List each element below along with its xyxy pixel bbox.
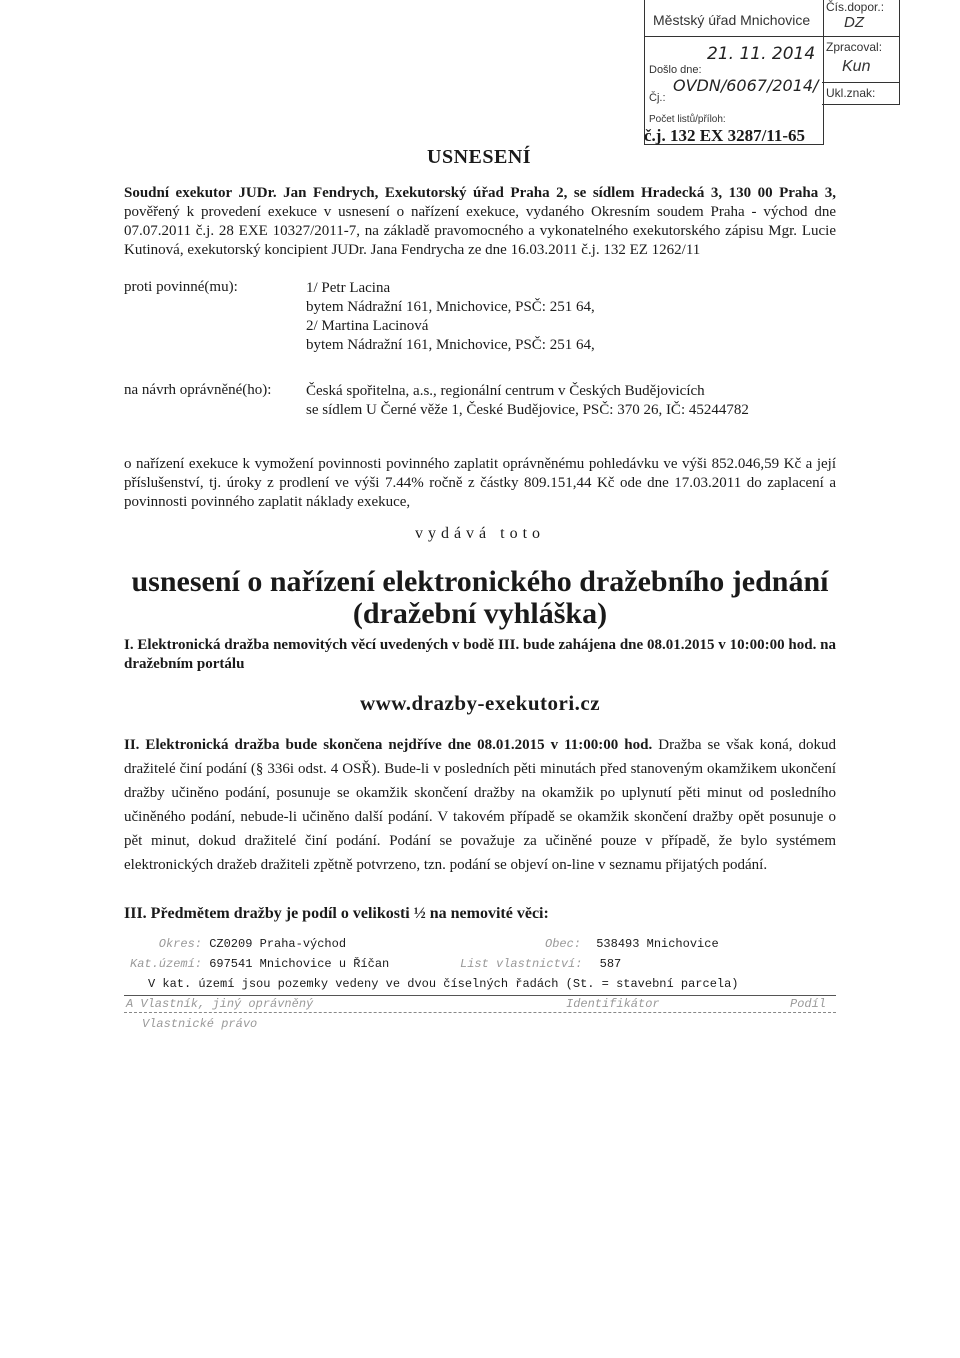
okres-value: CZ0209 Praha-východ — [209, 937, 347, 951]
povinny-line: 1/ Petr Lacina — [306, 280, 391, 296]
col-owner: A Vlastník, jiný oprávněný — [126, 997, 314, 1011]
extract-note: V kat. území jsou pozemky vedeny ve dvou číselných řadách (St. = stavební parcela) — [148, 977, 739, 991]
opravneny-line: Česká spořitelna, a.s., regionální centrum v Českých Budějovicích — [306, 383, 705, 399]
section-3: III. Předmětem dražby je podíl o velikosti ½ na nemovité věci: — [124, 905, 549, 922]
povinny-line: bytem Nádražní 161, Mnichovice, PSČ: 251 64, — [306, 299, 595, 315]
opravneny-list — [306, 382, 749, 420]
document-title: USNESENÍ — [427, 146, 532, 168]
stamp-cj-label: Čj.: — [649, 92, 666, 104]
katuzemi-value: 697541 Mnichovice u Říčan — [209, 957, 390, 971]
lv-label: List vlastnictví: — [460, 957, 583, 971]
povinni-list — [306, 279, 595, 355]
portal-url: www.drazby-exekutori.cz — [359, 691, 601, 715]
section-2-rest: Dražba se však koná, dokud dražitelé činí podání (§ 336i odst. 4 OSŘ). Bude-li v posledních pěti minutách před stanoveným okamžikem ukončení dražby učiněno podání, posunuje se okamžik skončení dražby na okamžik po uplynutí pěti minut od posledního učiněného podání, nebude-li učiněno další podání. V takovém případě se okamžik skončení dražby opět posunuje o pět minut, dokud dražitelé činí podání. Podání se považuje za učiněné pouze v případě, že bylo systémem elektronických dražeb dražiteli zpětně potvrzeno, tzn. podání se objeví on-line v seznamu přijatých podání. — [124, 737, 836, 873]
stamp-cis-value: DZ — [844, 14, 864, 31]
col-subheading: Vlastnické právo — [142, 1017, 258, 1031]
obec-value: 538493 Mnichovice — [596, 937, 719, 951]
case-number: č.j. 132 EX 3287/11-65 — [644, 126, 806, 145]
extract-katuzemi — [130, 957, 389, 971]
stamp-doslo-value: 21. 11. 2014 — [707, 44, 816, 64]
stamp-ukl-label: Ukl.znak: — [826, 86, 876, 100]
opravneny-line: se sídlem U Černé věže 1, České Budějovice, PSČ: 370 26, IČ: 45244782 — [306, 402, 749, 418]
col-identifier: Identifikátor — [566, 997, 660, 1011]
povinny-line: 2/ Martina Lacinová — [306, 318, 429, 334]
stamp-cis-label: Čís.dopor.: — [826, 0, 885, 14]
main-title — [0, 566, 960, 630]
extract-dashed-rule — [124, 1012, 836, 1013]
stamp-cj-value: OVDN/6067/2014/ — [673, 76, 819, 95]
stamp-pocet-label: Počet listů/příloh: — [649, 114, 726, 125]
extract-okres — [130, 937, 346, 951]
section-2 — [124, 733, 836, 877]
extract-rule — [124, 995, 836, 996]
section-2-bold: II. Elektronická dražba bude skončena nejdříve dne 08.01.2015 v 11:00:00 hod. — [124, 737, 653, 753]
intro-paragraph — [124, 184, 836, 260]
narizeni-paragraph: o nařízení exekuce k vymožení povinnosti povinného zaplatit oprávněnému pohledávku ve výši 852.046,59 Kč a její příslušenství, tj. úroky z prodlení ve výši 7.44% ročně z částky 809.151,44 Kč ode dne 17.03.2011 do zaplacení a povinnosti povinného zaplatit náklady exekuce, — [124, 456, 836, 510]
navrh-label: na návrh oprávněné(ho): — [124, 382, 272, 398]
intro-rest: pověřený k provedení exekuce v usnesení o nařízení exekuce, vydaného Okresním soudem Praha - východ dne 07.07.2011 č.j. 28 EXE 10327/2011-7, na základě pravomocného a vykonatelného exekutorského zápisu Mgr. Lucie Kutinová, exekutorský koncipient JUDr. Jana Fendrycha ze dne 16.03.2011 č.j. 132 EZ 1262/11 — [124, 204, 836, 258]
registry-stamp — [644, 0, 824, 145]
registry-stamp-side — [822, 0, 900, 105]
col-share: Podíl — [790, 997, 827, 1011]
povinny-line: bytem Nádražní 161, Mnichovice, PSČ: 251 64, — [306, 337, 595, 353]
intro-bold: Soudní exekutor JUDr. Jan Fendrych, Exekutorský úřad Praha 2, se sídlem Hradecká 3, 130 00 Praha 3, — [124, 185, 836, 201]
proti-label: proti povinné(mu): — [124, 279, 238, 295]
vydava-text: vydává toto — [414, 525, 546, 542]
stamp-office: Městský úřad Mnichovice — [653, 12, 811, 28]
okres-label: Okres: — [158, 937, 202, 951]
extract-lv — [460, 957, 621, 971]
stamp-zpracoval-value: Kun — [842, 58, 871, 75]
katuzemi-label: Kat.území: — [130, 957, 203, 971]
stamp-doslo-label: Došlo dne: — [649, 64, 702, 76]
lv-value: 587 — [599, 957, 622, 971]
stamp-zpracoval-label: Zpracoval: — [826, 40, 883, 54]
obec-label: Obec: — [545, 937, 582, 951]
main-title-line2: (dražební vyhláška) — [352, 597, 608, 630]
extract-obec — [545, 937, 719, 951]
section-1: I. Elektronická dražba nemovitých věcí uvedených v bodě III. bude zahájena dne 08.01.2015 v 10:00:00 hod. na dražebním portálu — [124, 637, 836, 672]
main-title-line1: usnesení o nařízení elektronického dražebního jednání — [131, 565, 829, 598]
